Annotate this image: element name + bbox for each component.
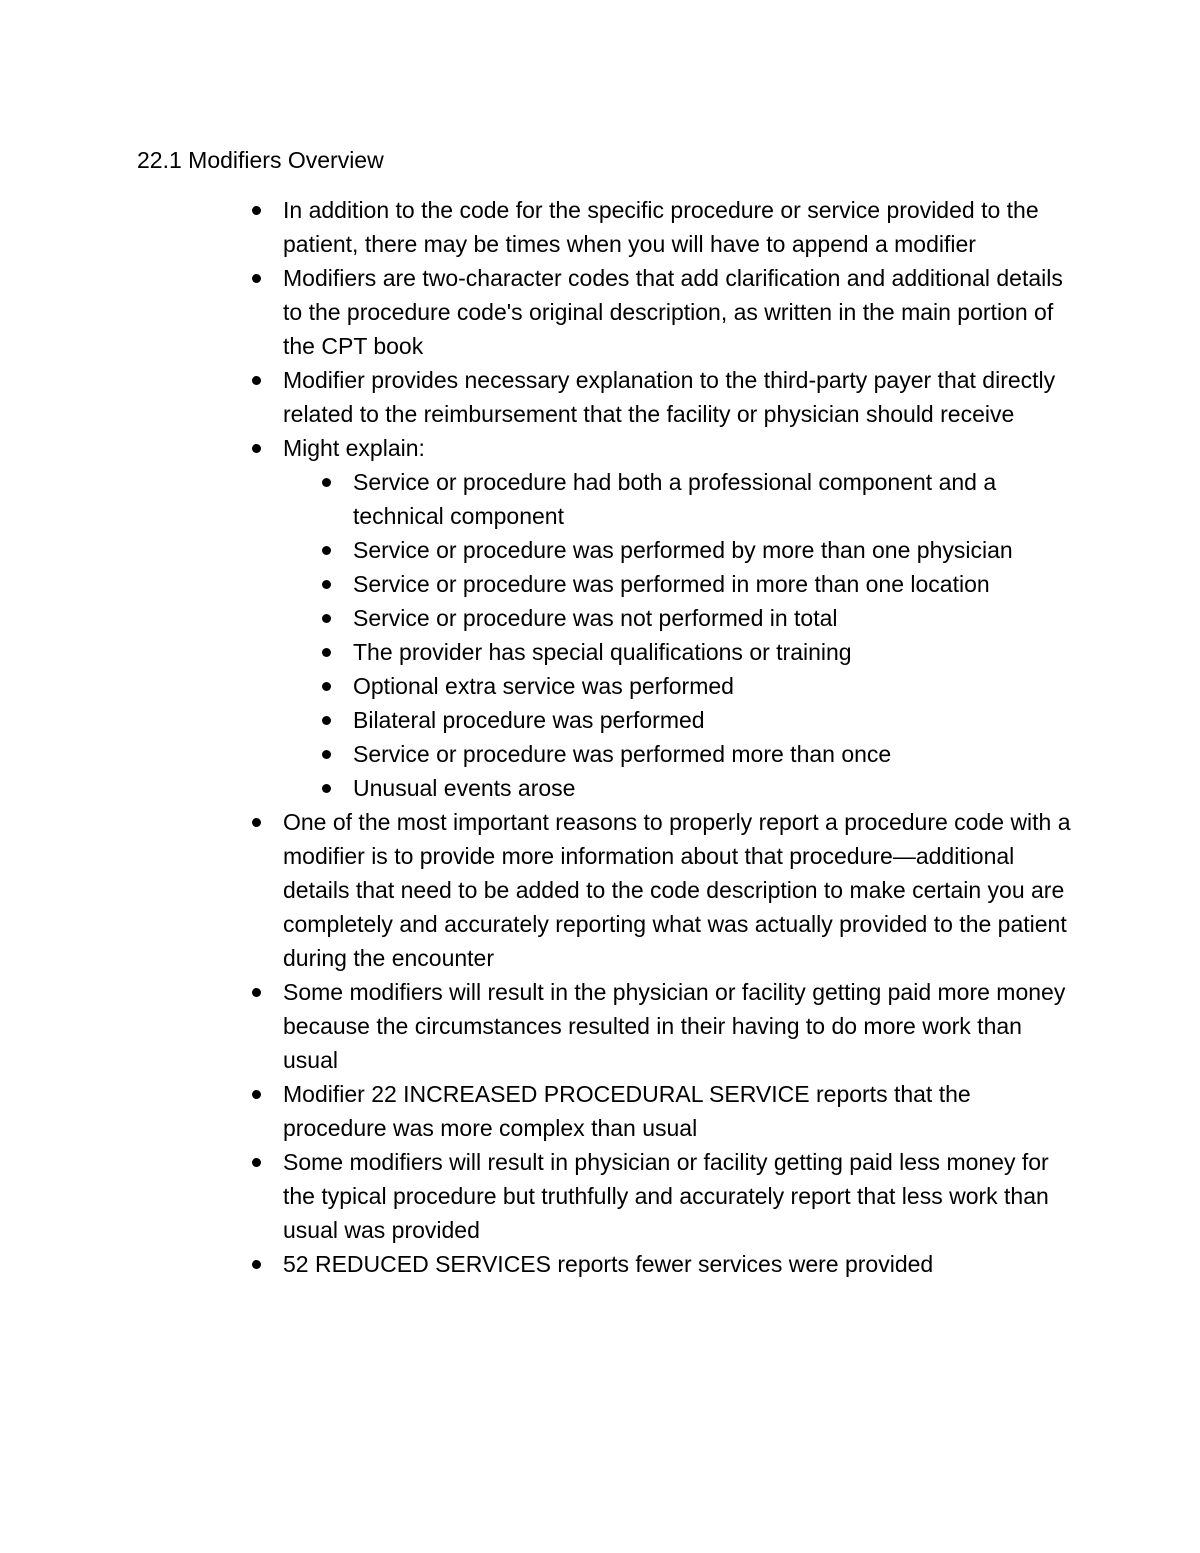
- list-item: [0, 193, 1200, 261]
- list-item-text: One of the most important reasons to properly report a procedure code with a modifier is to provide more information about that procedure—additional details that need to be added to the code description to make certain you are completely and accurately reporting what was actually provided to the patient during the encounter: [283, 809, 1071, 971]
- list-item-text: Some modifiers will result in physician or facility getting paid less money for the typical procedure but truthfully and accurately report that less work than usual was provided: [283, 1149, 1049, 1243]
- sub-list-item: [353, 567, 1092, 601]
- list-item: [0, 1077, 1200, 1145]
- list-item-text: In addition to the code for the specific procedure or service provided to the patient, there may be times when you will have to append a modifier: [283, 197, 1039, 257]
- list-item-text: Modifier 22 INCREASED PROCEDURAL SERVICE reports that the procedure was more complex than usual: [283, 1081, 971, 1141]
- sub-list-item-text: Service or procedure had both a professional component and a technical component: [353, 469, 997, 529]
- sub-list-item-text: Unusual events arose: [353, 775, 576, 801]
- list-item: [0, 1247, 1200, 1281]
- sub-list-item: [353, 703, 1092, 737]
- list-item: [0, 261, 1200, 363]
- sub-list-item: [353, 635, 1092, 669]
- sub-list-item-text: Bilateral procedure was performed: [353, 707, 705, 733]
- list-item-text: Modifiers are two-character codes that add clarification and additional details to the procedure code's original description, as written in the main portion of the CPT book: [283, 265, 1063, 359]
- sub-list-item-text: Service or procedure was performed more than once: [353, 741, 892, 767]
- list-item: [0, 363, 1200, 431]
- sub-list-item: [353, 669, 1092, 703]
- list-item-text: 52 REDUCED SERVICES reports fewer services were provided: [283, 1251, 934, 1277]
- list-item: [0, 431, 1200, 805]
- list-item-text: Modifier provides necessary explanation to the third-party payer that directly related to the reimbursement that the facility or physician should receive: [283, 367, 1056, 427]
- sub-list-item: [353, 533, 1092, 567]
- sub-bullet-list: [283, 465, 1072, 805]
- bullet-list: [0, 193, 1200, 1281]
- sub-list-item: [353, 601, 1092, 635]
- section-heading: 22.1 Modifiers Overview: [137, 147, 384, 173]
- list-item: [0, 805, 1200, 975]
- sub-list-item-text: Service or procedure was not performed in total: [353, 605, 838, 631]
- list-item: [0, 975, 1200, 1077]
- sub-list-item: [353, 771, 1092, 805]
- sub-list-item-text: Optional extra service was performed: [353, 673, 734, 699]
- sub-list-item-text: Service or procedure was performed in more than one location: [353, 571, 990, 597]
- sub-list-item-text: The provider has special qualifications or training: [353, 639, 852, 665]
- sub-list-item: [353, 737, 1092, 771]
- sub-list-item-text: Service or procedure was performed by more than one physician: [353, 537, 1013, 563]
- list-item-text: Some modifiers will result in the physician or facility getting paid more money because the circumstances resulted in their having to do more work than usual: [283, 979, 1066, 1073]
- list-item-text: Might explain:: [283, 435, 425, 461]
- sub-list-item: [353, 465, 1092, 533]
- list-item: [0, 1145, 1200, 1247]
